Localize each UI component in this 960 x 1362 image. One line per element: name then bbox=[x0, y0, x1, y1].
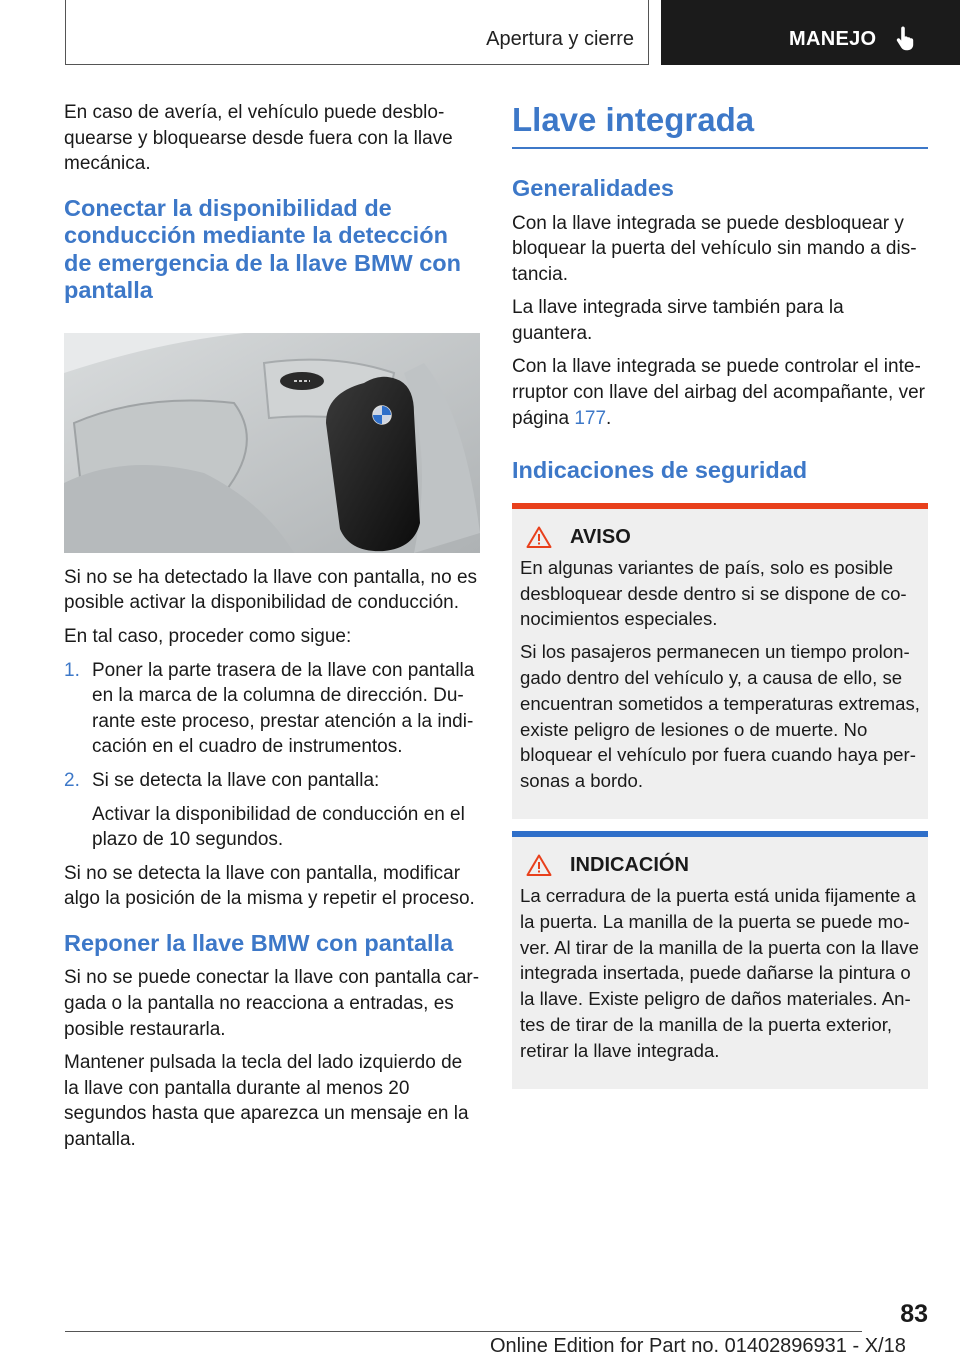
footer-divider bbox=[65, 1331, 862, 1332]
header-section-box bbox=[65, 0, 649, 65]
pointing-hand-icon bbox=[895, 25, 917, 51]
warning-triangle-icon bbox=[526, 526, 552, 548]
page-number: 83 bbox=[900, 1300, 928, 1328]
step-number: 2. bbox=[64, 769, 80, 791]
footer-edition: Online Edition for Part no. 01402896931 - X/18 bbox=[490, 1335, 906, 1357]
general-paragraph-3 bbox=[512, 354, 928, 431]
not-detected-paragraph: Si no se ha detectado la llave con pantalla, no es posible activar la disponibilidad de conducción. bbox=[64, 566, 478, 614]
heading-connect: Conectar la disponibilidad de conducción mediante la detección de emergencia de la llave BMW con pantalla bbox=[64, 194, 462, 304]
reset-paragraph-2: Mantener pulsada la tecla del lado izquierdo de la llave con pantalla durante al menos 20 segundos hasta que aparezca un mensaje en la pantalla. bbox=[64, 1052, 469, 1150]
step-text: Poner la parte trasera de la llave con pantalla en la marca de la columna de dirección. Durante este proceso, prestar atención a la indicación en el cuadro de instrumentos. bbox=[92, 659, 475, 758]
retry-paragraph: Si no se detecta la llave con pantalla, modificar algo la posición de la misma y repetir el proceso. bbox=[64, 862, 475, 910]
proceed-paragraph: En tal caso, proceder como sigue: bbox=[64, 625, 352, 647]
page-reference-link[interactable]: 177 bbox=[574, 407, 607, 429]
section-title: Apertura y cierre bbox=[486, 28, 634, 50]
reset-paragraph-1: Si no se puede conectar la llave con pantalla cargada o la pantalla no reacciona a entradas, es posible restaurarla. bbox=[64, 967, 480, 1040]
intro-paragraph: En caso de avería, el vehículo puede desbloquearse y bloquearse desde fuera con la llave mecánica. bbox=[64, 102, 453, 175]
warning-notice bbox=[512, 503, 928, 819]
step-text: Si se detecta la llave con pantalla: bbox=[92, 769, 380, 791]
note-title: INDICACIÓN bbox=[570, 853, 689, 876]
note-paragraph-1: La cerradura de la puerta está unida fijamente a la puerta. La manilla de la puerta se puede mover. Al tirar de la manilla de la puerta con la llave integrada insertada, puede dañarse la pintura o la llave. Existe peligro de daños materiales. Antes de tirar de la manilla de la puerta exterior, retirar la llave integrada. bbox=[520, 884, 919, 1061]
note-notice bbox=[512, 831, 928, 1089]
list-item bbox=[64, 658, 480, 760]
general-paragraph-3-text: Con la llave integrada se puede controlar el interruptor con llave del airbag del acompañante, ver página bbox=[512, 356, 925, 429]
chapter-tab[interactable] bbox=[661, 0, 960, 65]
left-column bbox=[64, 100, 480, 1161]
list-item bbox=[64, 768, 480, 853]
heading-reset: Reponer la llave BMW con pantalla bbox=[64, 929, 454, 956]
warning-triangle-icon bbox=[526, 854, 552, 876]
steps-list bbox=[64, 658, 480, 853]
heading-safety: Indicaciones de seguridad bbox=[512, 457, 808, 484]
main-heading-wrap bbox=[512, 100, 928, 149]
chapter-label: MANEJO bbox=[789, 28, 877, 50]
right-column bbox=[512, 100, 928, 1101]
step-number: 1. bbox=[64, 659, 80, 681]
warning-paragraph-1: En algunas variantes de país, solo es posible desbloquear desde dentro si se dispone de conocimientos especiales. bbox=[520, 556, 907, 630]
display-key-photo bbox=[64, 333, 480, 553]
heading-general: Generalidades bbox=[512, 175, 674, 201]
display-key-illustration bbox=[64, 333, 480, 553]
page-title: Llave integrada bbox=[512, 101, 755, 138]
step-subtext: Activar la disponibilidad de conducción en el plazo de 10 segundos. bbox=[92, 803, 465, 851]
warning-paragraph-2: Si los pasajeros permanecen un tiempo prolongado dentro del vehículo y, a causa de ello, se encuentran sometidos a temperaturas extremas, existe peligro de lesiones o de muerte. No bloquear el vehículo por fuera cuando haya personas a bordo. bbox=[520, 641, 920, 792]
general-paragraph-2: La llave integrada sirve también para la guantera. bbox=[512, 297, 844, 344]
warning-title: AVISO bbox=[570, 525, 631, 548]
general-paragraph-1: Con la llave integrada se puede desbloquear y bloquear la puerta del vehículo sin mando a distancia. bbox=[512, 212, 917, 285]
general-paragraph-3-end: . bbox=[606, 407, 612, 429]
